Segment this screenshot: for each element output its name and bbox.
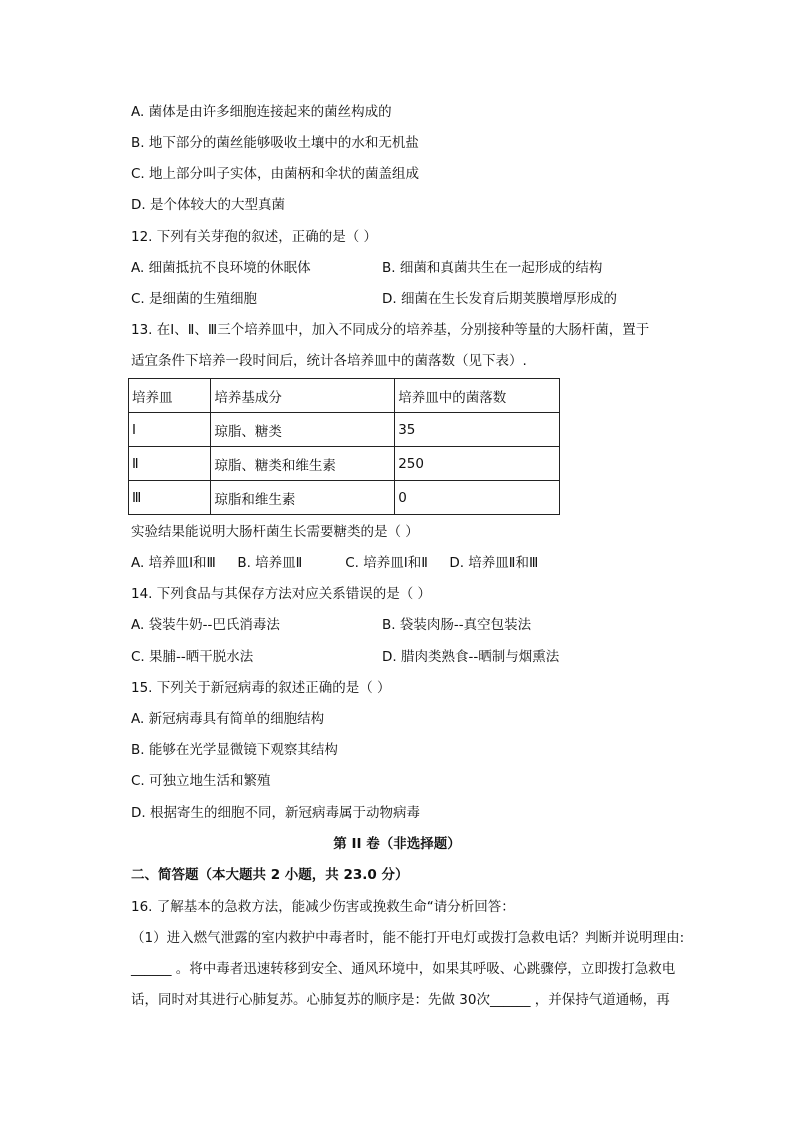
q13-stem-line1: 13. 在Ⅰ、Ⅱ、Ⅲ三个培养皿中，加入不同成分的培养基，分别接种等量的大肠杆菌，置于	[131, 322, 650, 338]
q11-option-d: D. 是个体较大的大型真菌	[131, 197, 285, 213]
q15-option-b: B. 能够在光学显微镜下观察其结构	[131, 742, 338, 758]
q11-option-c: C. 地上部分叫子实体，由菌柄和伞状的菌盖组成	[131, 166, 420, 182]
q13-stem-line2: 适宜条件下培养一段时间后，统计各培养皿中的菌落数（见下表）.	[131, 353, 527, 369]
q14-option-c: C. 果脯--晒干脱水法	[131, 649, 254, 665]
table-cell: Ⅱ	[129, 447, 211, 481]
q15-option-c: C. 可独立地生活和繁殖	[131, 773, 271, 789]
q14-stem: 14. 下列食品与其保存方法对应关系错误的是（ ）	[131, 586, 432, 602]
table-header-row	[129, 379, 560, 413]
q16-line3: 话，同时对其进行心肺复苏。心肺复苏的顺序是：先做 30次______ ，并保持气道通畅，再	[131, 992, 670, 1008]
q16-line1: （1）进入燃气泄露的室内救护中毒者时，能不能打开电灯或拨打急救电话？判断并说明理由:	[131, 930, 685, 946]
q15-stem: 15. 下列关于新冠病毒的叙述正确的是（ ）	[131, 680, 391, 696]
q12-stem: 12. 下列有关芽孢的叙述，正确的是（ ）	[131, 229, 378, 245]
table-row	[129, 447, 560, 481]
q11-option-b: B. 地下部分的菌丝能够吸收土壤中的水和无机盐	[131, 135, 419, 151]
table-cell: Ⅲ	[129, 481, 211, 515]
table-row	[129, 413, 560, 447]
q12-option-c: C. 是细菌的生殖细胞	[131, 291, 258, 307]
section2-heading: 二、简答题（本大题共 2 小题，共 23.0 分）	[131, 867, 409, 883]
table-cell: Ⅰ	[129, 413, 211, 447]
q14-option-b: B. 袋装肉肠--真空包装法	[382, 617, 532, 633]
q12-option-b: B. 细菌和真菌共生在一起形成的结构	[382, 260, 603, 276]
table-header-cell: 培养皿中的菌落数	[395, 379, 560, 413]
q14-option-a: A. 袋装牛奶--巴氏消毒法	[131, 617, 280, 633]
table-row	[129, 481, 560, 515]
table-cell: 250	[395, 447, 560, 481]
table-cell: 琼脂、糖类和维生素	[211, 447, 395, 481]
culture-table	[128, 378, 560, 515]
q11-option-a: A. 菌体是由许多细胞连接起来的菌丝构成的	[131, 104, 392, 120]
q16-stem: 16. 了解基本的急救方法，能减少伤害或挽救生命“请分析回答：	[131, 899, 515, 915]
table-cell: 0	[395, 481, 560, 515]
table-cell: 琼脂、糖类	[211, 413, 395, 447]
section2-title: 第 II 卷（非选择题）	[333, 836, 461, 852]
table-header-cell: 培养基成分	[211, 379, 395, 413]
q15-option-d: D. 根据寄生的细胞不同，新冠病毒属于动物病毒	[131, 805, 420, 821]
q13-options: A. 培养皿Ⅰ和Ⅲ B. 培养皿Ⅱ C. 培养皿Ⅰ和Ⅱ D. 培养皿Ⅱ和Ⅲ	[131, 555, 539, 571]
q13-question: 实验结果能说明大肠杆菌生长需要糖类的是（ ）	[131, 524, 419, 540]
q14-option-d: D. 腊肉类熟食--晒制与烟熏法	[382, 649, 560, 665]
table-header-cell: 培养皿	[129, 379, 211, 413]
q12-option-a: A. 细菌抵抗不良环境的休眠体	[131, 260, 311, 276]
q16-line2: ______ 。将中毒者迅速转移到安全、通风环境中，如果其呼吸、心跳骤停，立即拨打急救电	[131, 961, 676, 977]
table-cell: 35	[395, 413, 560, 447]
table-cell: 琼脂和维生素	[211, 481, 395, 515]
q15-option-a: A. 新冠病毒具有简单的细胞结构	[131, 711, 325, 727]
q12-option-d: D. 细菌在生长发育后期荚膜增厚形成的	[382, 291, 617, 307]
